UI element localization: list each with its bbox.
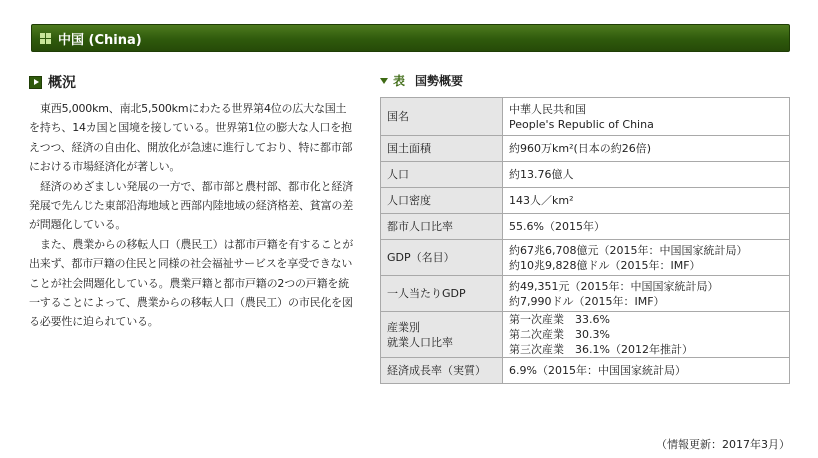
table-title: 国勢概要 — [415, 74, 464, 88]
row-value-line: 55.6%（2015年） — [509, 220, 605, 233]
row-value-line: 第一次産業 33.6% — [509, 313, 610, 326]
row-value — [503, 312, 790, 358]
country-header-bar — [31, 24, 790, 52]
row-label-line: 人口 — [387, 168, 409, 181]
row-value-line: 第二次産業 30.3% — [509, 328, 610, 341]
country-table-section — [380, 72, 790, 384]
country-overview-table — [380, 97, 790, 384]
row-value — [503, 136, 790, 162]
row-label — [381, 240, 503, 276]
table-row — [381, 188, 790, 214]
row-label-line: 産業別 — [387, 320, 420, 334]
triangle-down-icon — [380, 78, 388, 84]
row-label — [381, 136, 503, 162]
row-value-line: 第三次産業 36.1%（2012年推計） — [509, 343, 693, 356]
table-prefix: 表 — [393, 74, 406, 88]
overview-title: 概況 — [48, 75, 76, 91]
row-value-line: 約7,990ドル（2015年：IMF） — [509, 294, 665, 308]
row-value — [503, 240, 790, 276]
grid-icon — [40, 33, 51, 44]
table-row — [381, 276, 790, 312]
row-value — [503, 358, 790, 384]
country-title: 中国 (China) — [58, 32, 142, 48]
row-value-line: 約960万km²(日本の約26倍) — [509, 142, 652, 155]
row-value — [503, 162, 790, 188]
row-label — [381, 312, 503, 358]
table-row — [381, 240, 790, 276]
overview-section — [29, 72, 355, 332]
overview-paragraph: 東西5,000km、南北5,500kmにわたる世界第4位の広大な国土を持ち、14カ国と国境を接している。世界第1位の膨大な人口を抱えつつ、経済の自由化、開放化が急速に進行しており、特に都市部における市場経済化が著しい。 — [29, 102, 353, 174]
row-label-line: 国名 — [387, 110, 409, 123]
row-value — [503, 98, 790, 136]
row-value — [503, 188, 790, 214]
row-label — [381, 98, 503, 136]
row-label — [381, 276, 503, 312]
table-row — [381, 214, 790, 240]
row-label — [381, 162, 503, 188]
row-value-line: 中華人民共和国 — [509, 102, 586, 116]
row-value-line: 約13.76億人 — [509, 168, 574, 181]
overview-paragraph: 経済のめざましい発展の一方で、都市部と農村部、都市化と経済発展で先んじた東部沿海地域と西部内陸地域の経済格差、貧富の差が問題化している。 — [29, 179, 353, 232]
row-value-line: People's Republic of China — [509, 117, 654, 131]
table-row — [381, 136, 790, 162]
table-row — [381, 98, 790, 136]
row-label-line: 経済成長率（実質） — [387, 364, 486, 377]
row-label-line: 就業人口比率 — [387, 335, 453, 349]
row-label-line: 一人当たりGDP — [387, 287, 466, 300]
row-value-line: 約67兆6,708億元（2015年：中国国家統計局） — [509, 243, 748, 257]
row-label-line: 国土面積 — [387, 142, 431, 155]
row-label — [381, 358, 503, 384]
overview-heading — [29, 72, 355, 92]
row-label-line: 人口密度 — [387, 194, 431, 207]
row-value-line: 6.9%（2015年：中国国家統計局） — [509, 364, 686, 377]
update-note: （情報更新：2017年3月） — [656, 438, 790, 451]
row-value-line: 約10兆9,828億ドル（2015年：IMF） — [509, 258, 701, 272]
table-row — [381, 162, 790, 188]
row-value-line: 約49,351元（2015年：中国国家統計局） — [509, 279, 719, 293]
overview-paragraph: また、農業からの移転人口（農民工）は都市戸籍を有することが出来ず、都市戸籍の住民と同様の社会福祉サービスを享受できないことが社会問題化している。農業戸籍と都市戸籍の2つの戸籍を統一することによって、農業からの移転人口（農民工）の市民化を図る必要性に迫られている。 — [29, 237, 354, 329]
row-label-line: GDP（名目） — [387, 251, 455, 264]
row-label — [381, 214, 503, 240]
table-row — [381, 358, 790, 384]
row-value — [503, 214, 790, 240]
row-value — [503, 276, 790, 312]
row-label-line: 都市人口比率 — [387, 220, 453, 233]
play-icon — [29, 76, 42, 89]
row-value-line: 143人／km² — [509, 194, 574, 207]
table-heading — [380, 72, 790, 89]
row-label — [381, 188, 503, 214]
table-row — [381, 312, 790, 358]
